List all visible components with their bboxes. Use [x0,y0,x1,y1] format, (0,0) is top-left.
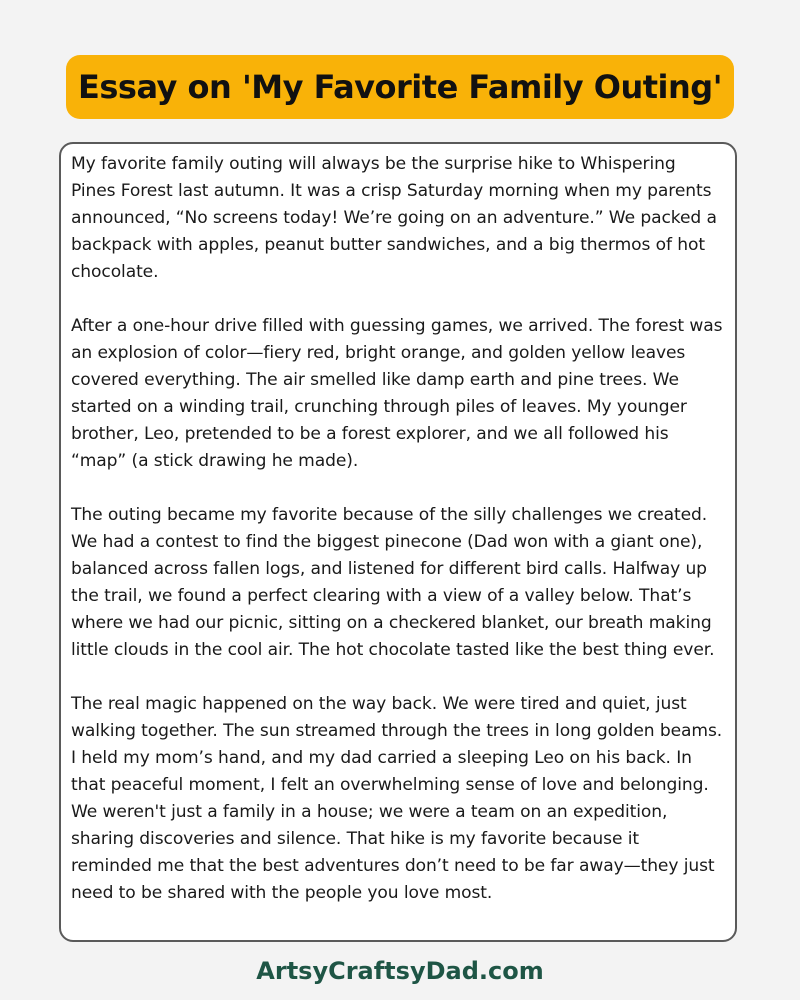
footer-brand: ArtsyCraftsyDad.com [256,957,544,985]
page-title: Essay on 'My Favorite Family Outing' [77,68,722,106]
essay-paragraph-1: My favorite family outing will always be the surprise hike to Whispering Pines Forest last autumn. It was a crisp Saturday morning when my parents announced, “No screens today! We’re going on an adventure.” We packed a backpack with apples, peanut butter sandwiches, and a big thermos of hot chocolate. [71,154,717,282]
essay-paragraph-4: The real magic happened on the way back. We were tired and quiet, just walking together. The sun streamed through the trees in long golden beams. I held my mom’s hand, and my dad carried a sleeping Leo on his back. In that peaceful moment, I felt an overwhelming sense of love and belonging. We weren't just a family in a house; we were a team on an expedition, sharing discoveries and silence. That hike is my favorite because it reminded me that the best adventures don’t need to be far away—they just need to be shared with the people you love most. [71,694,723,903]
essay-paragraph-3: The outing became my favorite because of the silly challenges we created. We had a contest to find the biggest pinecone (Dad won with a giant one), balanced across fallen logs, and listened for different bird calls. Halfway up the trail, we found a perfect clearing with a view of a valley below. That’s where we had our picnic, sitting on a checkered blanket, our breath making little clouds in the cool air. The hot chocolate tasted like the best thing ever. [71,505,715,660]
essay-paragraph-2: After a one-hour drive filled with guessing games, we arrived. The forest was an explosion of color—fiery red, bright orange, and golden yellow leaves covered everything. The air smelled like damp earth and pine trees. We started on a winding trail, crunching through piles of leaves. My younger brother, Leo, pretended to be a forest explorer, and we all followed his “map” (a stick drawing he made). [71,316,723,471]
title-banner [66,55,734,119]
essay-box [59,142,737,942]
